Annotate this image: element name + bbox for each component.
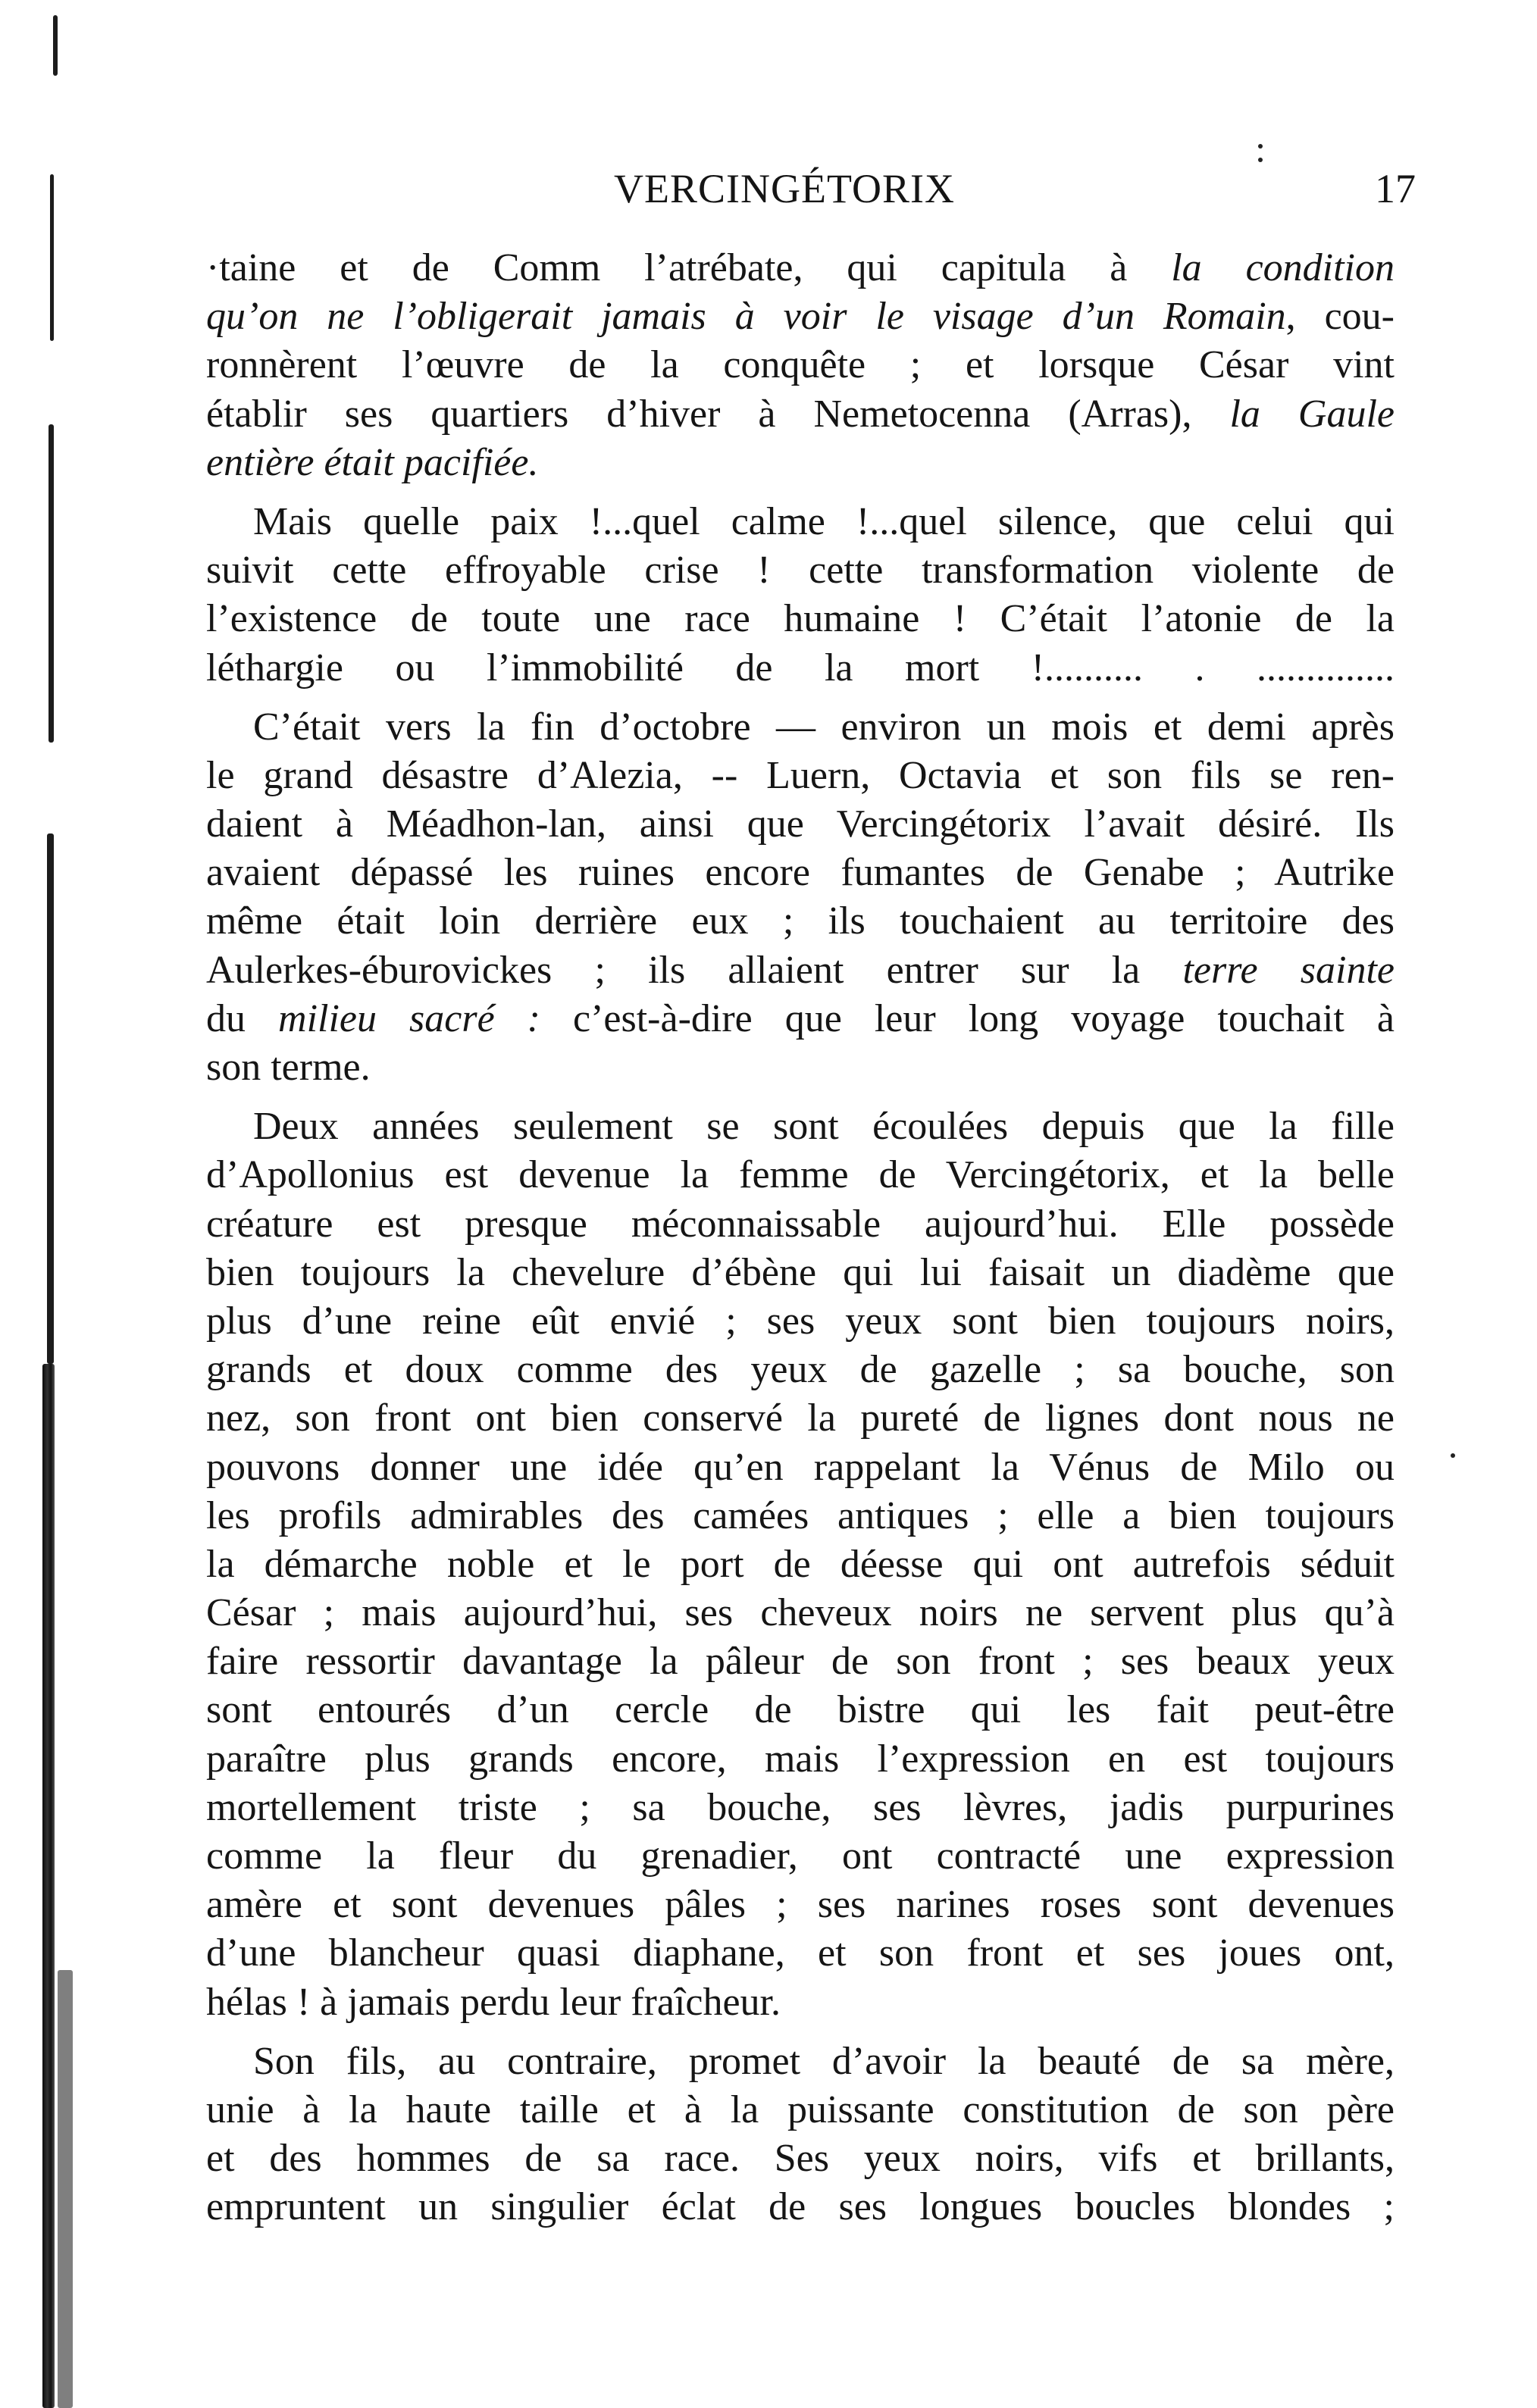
text-line (206, 1297, 1395, 1346)
paragraph-gap (206, 1092, 1395, 1102)
text-line (206, 1832, 1395, 1881)
text-run: empruntent un singulier éclat de ses longues boucles blondes ; (206, 2185, 1395, 2229)
text-line (206, 1102, 1395, 1151)
text-run: créature est presque méconnaissable aujourd’hui. Elle possède (206, 1202, 1395, 1246)
text-line (206, 2183, 1395, 2231)
text-line (206, 2086, 1395, 2134)
text-run: unie à la haute taille et à la puissante constitution de son père (206, 2087, 1395, 2131)
text-run: Mais quelle paix !...quel calme !...quel silence, que celui qui (253, 499, 1395, 543)
running-title: VERCINGÉTORIX (614, 166, 955, 211)
text-line (206, 1637, 1395, 1686)
italic-text: la condition (1171, 246, 1395, 289)
text-run: mortellement triste ; sa bouche, ses lèvres, jadis purpurines (206, 1785, 1395, 1829)
scan-speck (1258, 158, 1263, 162)
text-line (206, 1249, 1395, 1297)
text-run: faire ressortir davantage la pâleur de son front ; ses beaux yeux (206, 1640, 1395, 1684)
text-line (206, 292, 1395, 341)
text-line (206, 1784, 1395, 1832)
page-header (189, 165, 1416, 218)
text-line (206, 2134, 1395, 2183)
text-run: plus d’une reine eût envié ; ses yeux sont bien toujours noirs, (206, 1299, 1395, 1343)
scan-speck (1451, 1453, 1455, 1458)
text-line (206, 946, 1395, 995)
text-run: Son fils, au contraire, promet d’avoir la beauté de sa mère, (253, 2039, 1395, 2083)
text-line (206, 546, 1395, 595)
italic-text: milieu sacré : (278, 996, 540, 1040)
text-run: léthargie ou l’immobilité de la mort !.......... . .............. (206, 646, 1395, 690)
binding-shadow (47, 833, 54, 1364)
page-number: 17 (1375, 166, 1416, 211)
text-line (206, 341, 1395, 389)
text-line (206, 897, 1395, 946)
paragraph-gap (206, 487, 1395, 498)
text-run: Aulerkes-éburovickes ; ils allaient entrer sur la (206, 948, 1183, 992)
text-run: ·taine et de Comm l’atrébate, qui capitula à (206, 246, 1172, 289)
italic-text: qu’on ne l’obligerait jamais à voir le visage d’un Romain (206, 295, 1286, 339)
text-line (206, 644, 1395, 693)
text-run: hélas ! à jamais perdu leur fraîcheur. (206, 1980, 781, 2024)
text-run: et des hommes de sa race. Ses yeux noirs, vifs et brillants, (206, 2137, 1395, 2181)
text-run: ronnèrent l’œuvre de la conquête ; et lorsque César vint (206, 343, 1395, 387)
text-run: avaient dépassé les ruines encore fumantes de Genabe ; Autrike (206, 851, 1395, 895)
text-run: comme la fleur du grenadier, ont contracté une expression (206, 1834, 1395, 1878)
text-run: César ; mais aujourd’hui, ses cheveux noirs ne servent plus qu’à (206, 1591, 1395, 1635)
text-run: amère et sont devenues pâles ; ses narines roses sont devenues (206, 1883, 1395, 1927)
text-run: même était loin derrière eux ; ils touchaient au territoire des (206, 899, 1395, 943)
text-run: bien toujours la chevelure d’ébène qui lui faisait un diadème que (206, 1250, 1395, 1294)
text-line (206, 439, 1395, 487)
text-run: d’une blancheur quasi diaphane, et son front et ses joues ont, (206, 1931, 1395, 1975)
text-run: Deux années seulement se sont écoulées depuis que la fille (253, 1105, 1395, 1149)
text-line (206, 390, 1395, 439)
text-line (206, 1686, 1395, 1734)
text-run: , cou- (1285, 295, 1395, 339)
text-run: d’Apollonius est devenue la femme de Vercingétorix, et la belle (206, 1153, 1395, 1197)
text-line (206, 1394, 1395, 1443)
text-run: les profils admirables des camées antiques ; elle a bien toujours (206, 1493, 1395, 1537)
text-line (206, 1540, 1395, 1589)
binding-shadow (49, 424, 54, 743)
binding-shadow (58, 1970, 73, 2408)
paragraph-gap (206, 2027, 1395, 2037)
text-line (206, 1978, 1395, 2027)
text-line (206, 703, 1395, 752)
text-line (206, 800, 1395, 849)
text-line (206, 1492, 1395, 1540)
text-line (206, 752, 1395, 800)
italic-text: la Gaule (1229, 392, 1395, 436)
text-run: grands et doux comme des yeux de gazelle ; sa bouche, son (206, 1348, 1395, 1392)
text-line (206, 2037, 1395, 2086)
text-line (206, 1151, 1395, 1199)
text-line (206, 995, 1395, 1043)
text-run: son terme. (206, 1046, 371, 1089)
scan-speck (1258, 144, 1263, 149)
text-line (206, 1346, 1395, 1394)
text-run: paraître plus grands encore, mais l’expression en est toujours (206, 1737, 1395, 1781)
text-run: établir ses quartiers d’hiver à Nemetocenna (Arras), (206, 392, 1230, 436)
text-run: suivit cette effroyable crise ! cette transformation violente de (206, 549, 1395, 593)
text-run: la démarche noble et le port de déesse qui ont autrefois séduit (206, 1542, 1395, 1586)
text-line (206, 595, 1395, 643)
text-line (206, 1043, 1395, 1092)
body-text (206, 244, 1395, 2232)
text-run: pouvons donner une idée qu’en rappelant la Vénus de Milo ou (206, 1445, 1395, 1489)
binding-shadow (42, 1364, 55, 2408)
text-line (206, 1589, 1395, 1637)
text-run: le grand désastre d’Alezia, -- Luern, Octavia et son fils se ren- (206, 753, 1395, 797)
text-run: nez, son front ont bien conservé la pureté de lignes dont nous ne (206, 1396, 1395, 1440)
paragraph-gap (206, 693, 1395, 703)
italic-text: entière était pacifiée. (206, 440, 539, 484)
italic-text: terre sainte (1182, 948, 1395, 992)
text-run: sont entourés d’un cercle de bistre qui les fait peut-être (206, 1688, 1395, 1732)
text-run: daient à Méadhon-lan, ainsi que Vercingétorix l’avait désiré. Ils (206, 802, 1395, 846)
text-line (206, 498, 1395, 546)
text-line (206, 1200, 1395, 1249)
text-line (206, 1929, 1395, 1978)
text-line (206, 1443, 1395, 1492)
text-line (206, 244, 1395, 292)
text-line (206, 849, 1395, 897)
text-run: l’existence de toute une race humaine ! C’était l’atonie de la (206, 597, 1395, 641)
text-run: C’était vers la fin d’octobre — environ un mois et demi après (253, 705, 1395, 749)
binding-shadow (50, 174, 54, 341)
text-run: du (206, 996, 279, 1040)
text-line (206, 1881, 1395, 1929)
text-run: c’est-à-dire que leur long voyage touchait à (540, 996, 1395, 1040)
text-line (206, 1735, 1395, 1784)
binding-shadow (53, 15, 58, 76)
